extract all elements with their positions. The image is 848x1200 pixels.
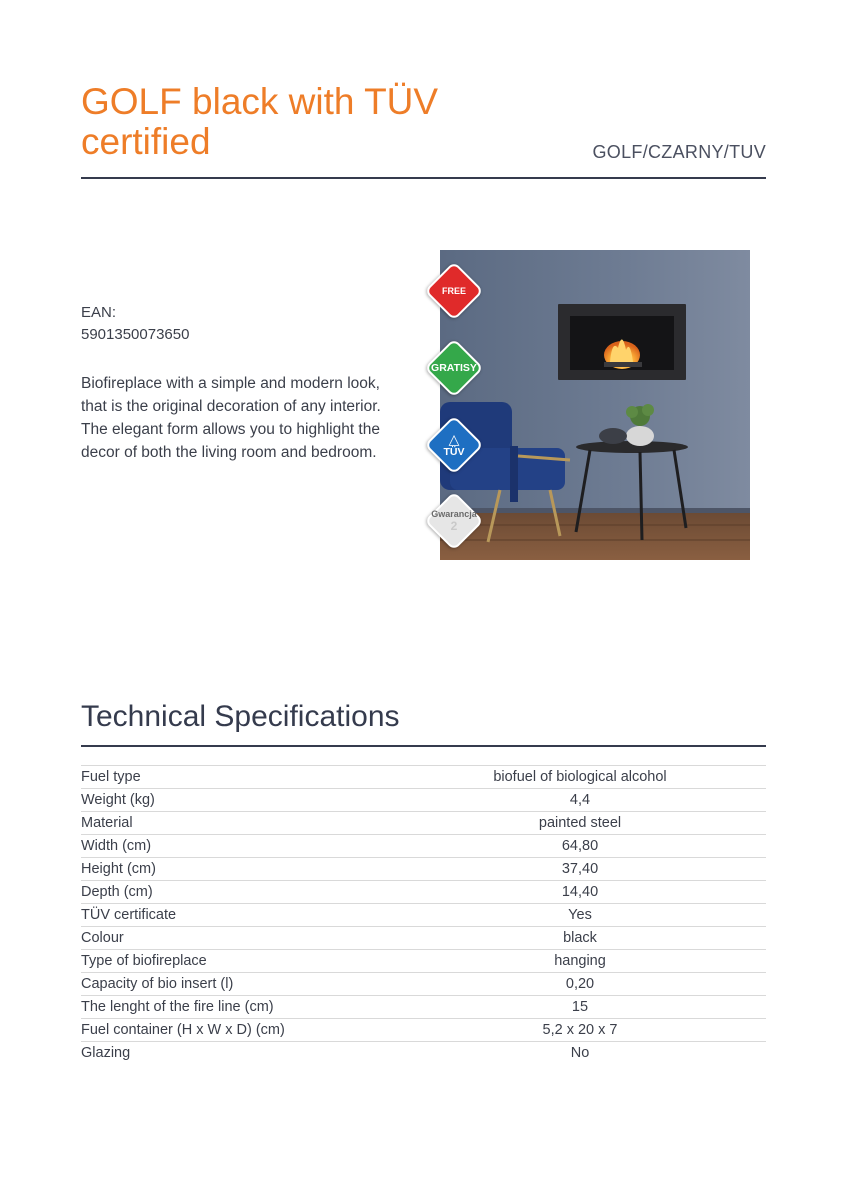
warranty-badge: [425, 492, 483, 550]
spec-label: Colour: [81, 930, 124, 946]
tuv-triangle-icon: △: [448, 431, 460, 447]
header-divider: [81, 177, 766, 179]
spec-value: Yes: [568, 907, 592, 923]
table-row: [81, 812, 766, 835]
table-row: [81, 950, 766, 973]
spec-value: 4,4: [569, 792, 591, 808]
spec-value: No: [570, 1045, 590, 1062]
product-photo: [440, 250, 750, 560]
table-row: [81, 766, 766, 789]
spec-label: Capacity of bio insert (l): [81, 976, 234, 992]
warranty-badge-label: Gwarancja: [431, 509, 477, 519]
spec-value: 0,20: [565, 976, 595, 992]
truck-icon: [425, 262, 483, 320]
spec-label: Glazing: [81, 1045, 131, 1062]
spec-value: 5,2 x 20 x 7: [542, 1022, 618, 1038]
spec-value: biofuel of biological alcohol: [493, 769, 667, 785]
spec-label: Weight (kg): [81, 792, 155, 808]
spec-label: Fuel container (H x W x D) (cm): [81, 1022, 285, 1038]
table-row: [81, 1019, 766, 1042]
spec-value: 64,80: [561, 838, 599, 854]
table-row: [81, 858, 766, 881]
spec-value: 14,40: [561, 884, 599, 900]
tuv-badge: [425, 416, 483, 474]
spec-label: Fuel type: [81, 769, 141, 785]
spec-value: 15: [571, 999, 589, 1015]
spec-label: Depth (cm): [81, 884, 153, 900]
spec-label: Height (cm): [81, 861, 156, 877]
fireplace-room-illustration: [440, 250, 750, 560]
table-row: [81, 996, 766, 1019]
table-row: [81, 1042, 766, 1065]
product-sku: GOLF/CZARNY/TUV: [592, 142, 766, 162]
warranty-years: 2: [450, 519, 458, 533]
spec-label: Material: [81, 815, 133, 831]
spec-label: Type of biofireplace: [81, 953, 207, 969]
free-badge-label: FREE: [441, 286, 466, 296]
spec-label: The lenght of the fire line (cm): [81, 999, 274, 1015]
spec-value: painted steel: [538, 815, 622, 831]
spec-value: 37,40: [561, 861, 599, 877]
gratisy-badge: [425, 339, 483, 397]
table-row: [81, 927, 766, 950]
table-row: [81, 835, 766, 858]
specifications-table: [81, 765, 766, 1065]
gratisy-badge-label: GRATISY: [431, 362, 477, 374]
tuv-badge-label: TÜV: [443, 446, 465, 458]
product-description: Biofireplace with a simple and modern look, that is the original decoration of any interior. The elegant form allows you to highlight the decor of both the living room and bedroom.: [81, 375, 381, 461]
ean-value: 5901350073650: [81, 326, 190, 343]
table-row: [81, 973, 766, 996]
product-title: GOLF black with TÜV certified: [81, 81, 439, 162]
table-row: [81, 904, 766, 927]
specifications-divider: [81, 745, 766, 747]
spec-value: hanging: [554, 953, 606, 969]
table-row: [81, 881, 766, 904]
free-delivery-badge: [425, 262, 483, 320]
spec-label: Width (cm): [81, 838, 152, 854]
specifications-heading: Technical Specifications: [81, 700, 400, 733]
table-row: [81, 789, 766, 812]
spec-value: black: [563, 930, 597, 946]
spec-label: TÜV certificate: [81, 907, 177, 923]
page-header: [81, 82, 766, 180]
ean-label: EAN:: [81, 304, 117, 321]
